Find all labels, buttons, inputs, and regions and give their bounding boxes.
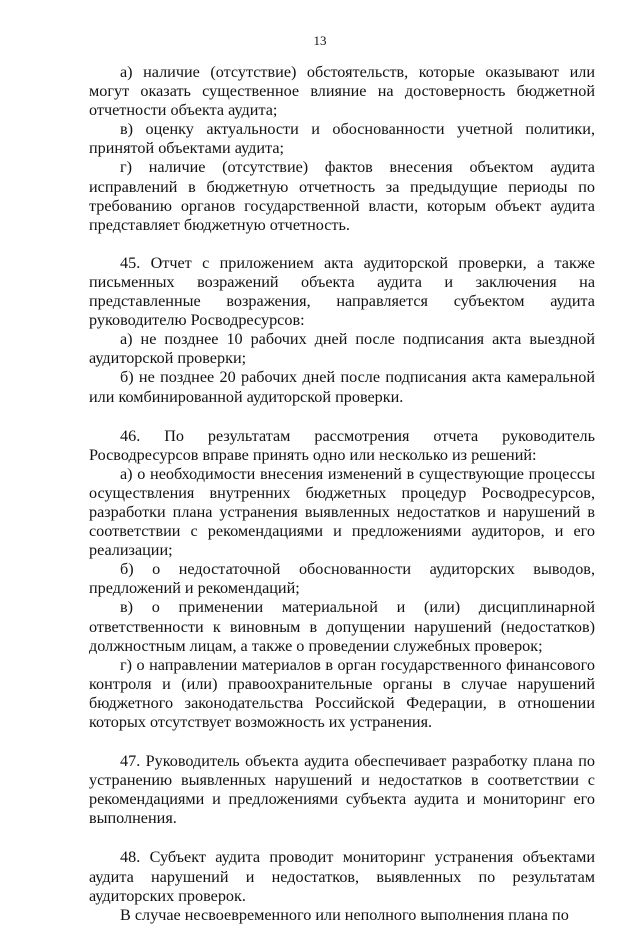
paragraph-46-a: а) о необходимости внесения изменений в существующие процессы осуществления внутренних бюджетных процедур Росводресурсов, разработки плана устранения выявленных недостатков и нарушений в соответствии с рекомендациями и предложениями аудиторов, и его реализации;	[89, 464, 595, 560]
paragraph-46: 46. По результатам рассмотрения отчета руководитель Росводресурсов вправе принять одно или несколько из решений:	[89, 426, 595, 464]
paragraph-45-a: а) не позднее 10 рабочих дней после подписания акта выездной аудиторской проверки;	[89, 330, 595, 368]
document-body	[89, 63, 595, 925]
paragraph-48-continued: В случае несвоевременного или неполного выполнения плана по	[120, 905, 569, 924]
paragraph-46-b: б) о недостаточной обоснованности аудиторских выводов, предложений и рекомендаций;	[89, 560, 595, 598]
paragraph-g-corrections: г) наличие (отсутствие) фактов внесения объектом аудита исправлений в бюджетную отчетность за предыдущие периоды по требованию органов государственной власти, которым объект аудита представляет бюджетную отчетность.	[89, 158, 595, 234]
paragraph-47: 47. Руководитель объекта аудита обеспечивает разработку плана по устранению выявленных нарушений и недостатков в соответствии с рекомендациями и предложениями субъекта аудита и мониторинг его выполнения.	[89, 752, 595, 828]
paragraph-45: 45. Отчет с приложением акта аудиторской проверки, а также письменных возражений объекта аудита и заключения на представленные возражения, направляется субъектом аудита руководителю Росводресурсов:	[89, 253, 595, 330]
paragraph-a-circumstances: а) наличие (отсутствие) обстоятельств, которые оказывают или могут оказать существенное влияние на достоверность бюджетной отчетности объекта аудита;	[89, 63, 595, 120]
page-number: 13	[313, 33, 327, 48]
paragraph-46-v: в) о применении материальной и (или) дисциплинарной ответственности к виновным в допущении нарушений (недостатков) должностным лицам, а также о проведении служебных проверок;	[89, 598, 595, 655]
paragraph-45-b: б) не позднее 20 рабочих дней после подписания акта камеральной или комбинированной аудиторской проверки.	[89, 368, 595, 406]
paragraph-46-g: г) о направлении материалов в орган государственного финансового контроля и (или) правоохранительные органы в случае нарушений бюджетного законодательства Российской Федерации, в отношении которых отсутствует возможность их устранения.	[89, 655, 595, 731]
paragraph-48: 48. Субъект аудита проводит мониторинг устранения объектами аудита нарушений и недостатков, выявленных по результатам аудиторских проверок.	[89, 848, 595, 905]
paragraph-v-accounting-policy: в) оценку актуальности и обоснованности учетной политики, принятой объектами аудита;	[89, 120, 595, 158]
